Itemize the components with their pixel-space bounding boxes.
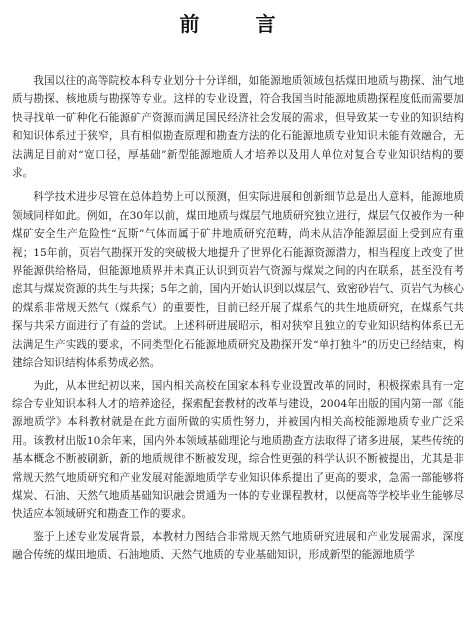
paragraph-1: 我国以往的高等院校本科专业划分十分详细，如能源地质领域包括煤田地质与勘探、油气地质与勘探、核地质与勘探等专业。这样的专业设置，符合我国当时能源地质勘探程度低而需要加快寻找单一矿种化石能源矿产资源而满足国民经济社会发展的需求，但导致某一专业的知识结构和知识体系过于狭窄，具有相似勘查原理和勘查方法的化石能源地质专业知识未能有效融合，无法满足目前对“宽口径，厚基础”新型能源地质人才培养以及用人单位对复合专业知识结构的要求。 — [12, 75, 464, 180]
paragraph-3: 为此，从本世纪初以来，国内相关高校在国家本科专业设置改革的同时，积极探索具有一定综合专业知识本科人才的培养途径，探索配套教材的改革与建设，2004年出版的国内第一部《能源地质学》本科教材就是在此方面所做的实质性努力，并被国内相关高校能源地质专业广泛采用。该教材出版10余年来，国内外本领域基础理论与地质勘查方法取得了诸多进展，某些传统的基本概念不断被刷新，新的地质规律不断被发现，综合性更强的科学认识不断被提出，尤其是非常规天然气地质研究和产业发展对能源地质学专业知识体系提出了更高的要求，急需一部能够将煤炭、石油、天然气地质基础知识融会贯通为一体的专业课程教材，以便高等学校毕业生能够尽快适应本领域研究和勘查工作的要求。 — [12, 379, 464, 521]
document-body — [12, 72, 464, 569]
page-title: 前 言 — [179, 12, 294, 36]
paragraph-2: 科学技术进步尽管在总体趋势上可以预测，但实际进展和创新细节总是出人意料，能源地质领域同样如此。例如，在30年以前，煤田地质与煤层气地质研究独立进行，煤层气仅被作为一种煤矿安全生产危险性“瓦斯”气体而属于矿井地质研究范畴，尚未从洁净能源层面上受到应有重视；15年前，页岩气勘探开发的突破极大地提升了世界化石能源资源潜力，相当程度上改变了世界能源供给格局，但能源地质界并未真正认识到页岩气资源与煤炭之间的内在联系，甚至没有考虑其与煤炭资源的共生与共探；5年之前，国内开始认识到以煤层气、致密砂岩气、页岩气为核心的煤系非常规天然气（煤系气）的重要性，目前已经开展了煤系气的共生地质研究，在煤系气共探与共采方面进行了有益的尝试。上述科研进展昭示，相对狭窄且独立的专业知识结构体系已无法满足生产实践的要求，不同类型化石能源地质研究及勘探开发“单打独斗”的历史已经结束，构建综合知识结构体系势成必然。 — [12, 191, 464, 370]
paragraph-4: 鉴于上述专业发展背景，本教材力图结合非常规天然气地质研究进展和产业发展需求，深度融合传统的煤田地质、石油地质、天然气地质的专业基础知识，形成新型的能源地质学 — [12, 530, 464, 562]
